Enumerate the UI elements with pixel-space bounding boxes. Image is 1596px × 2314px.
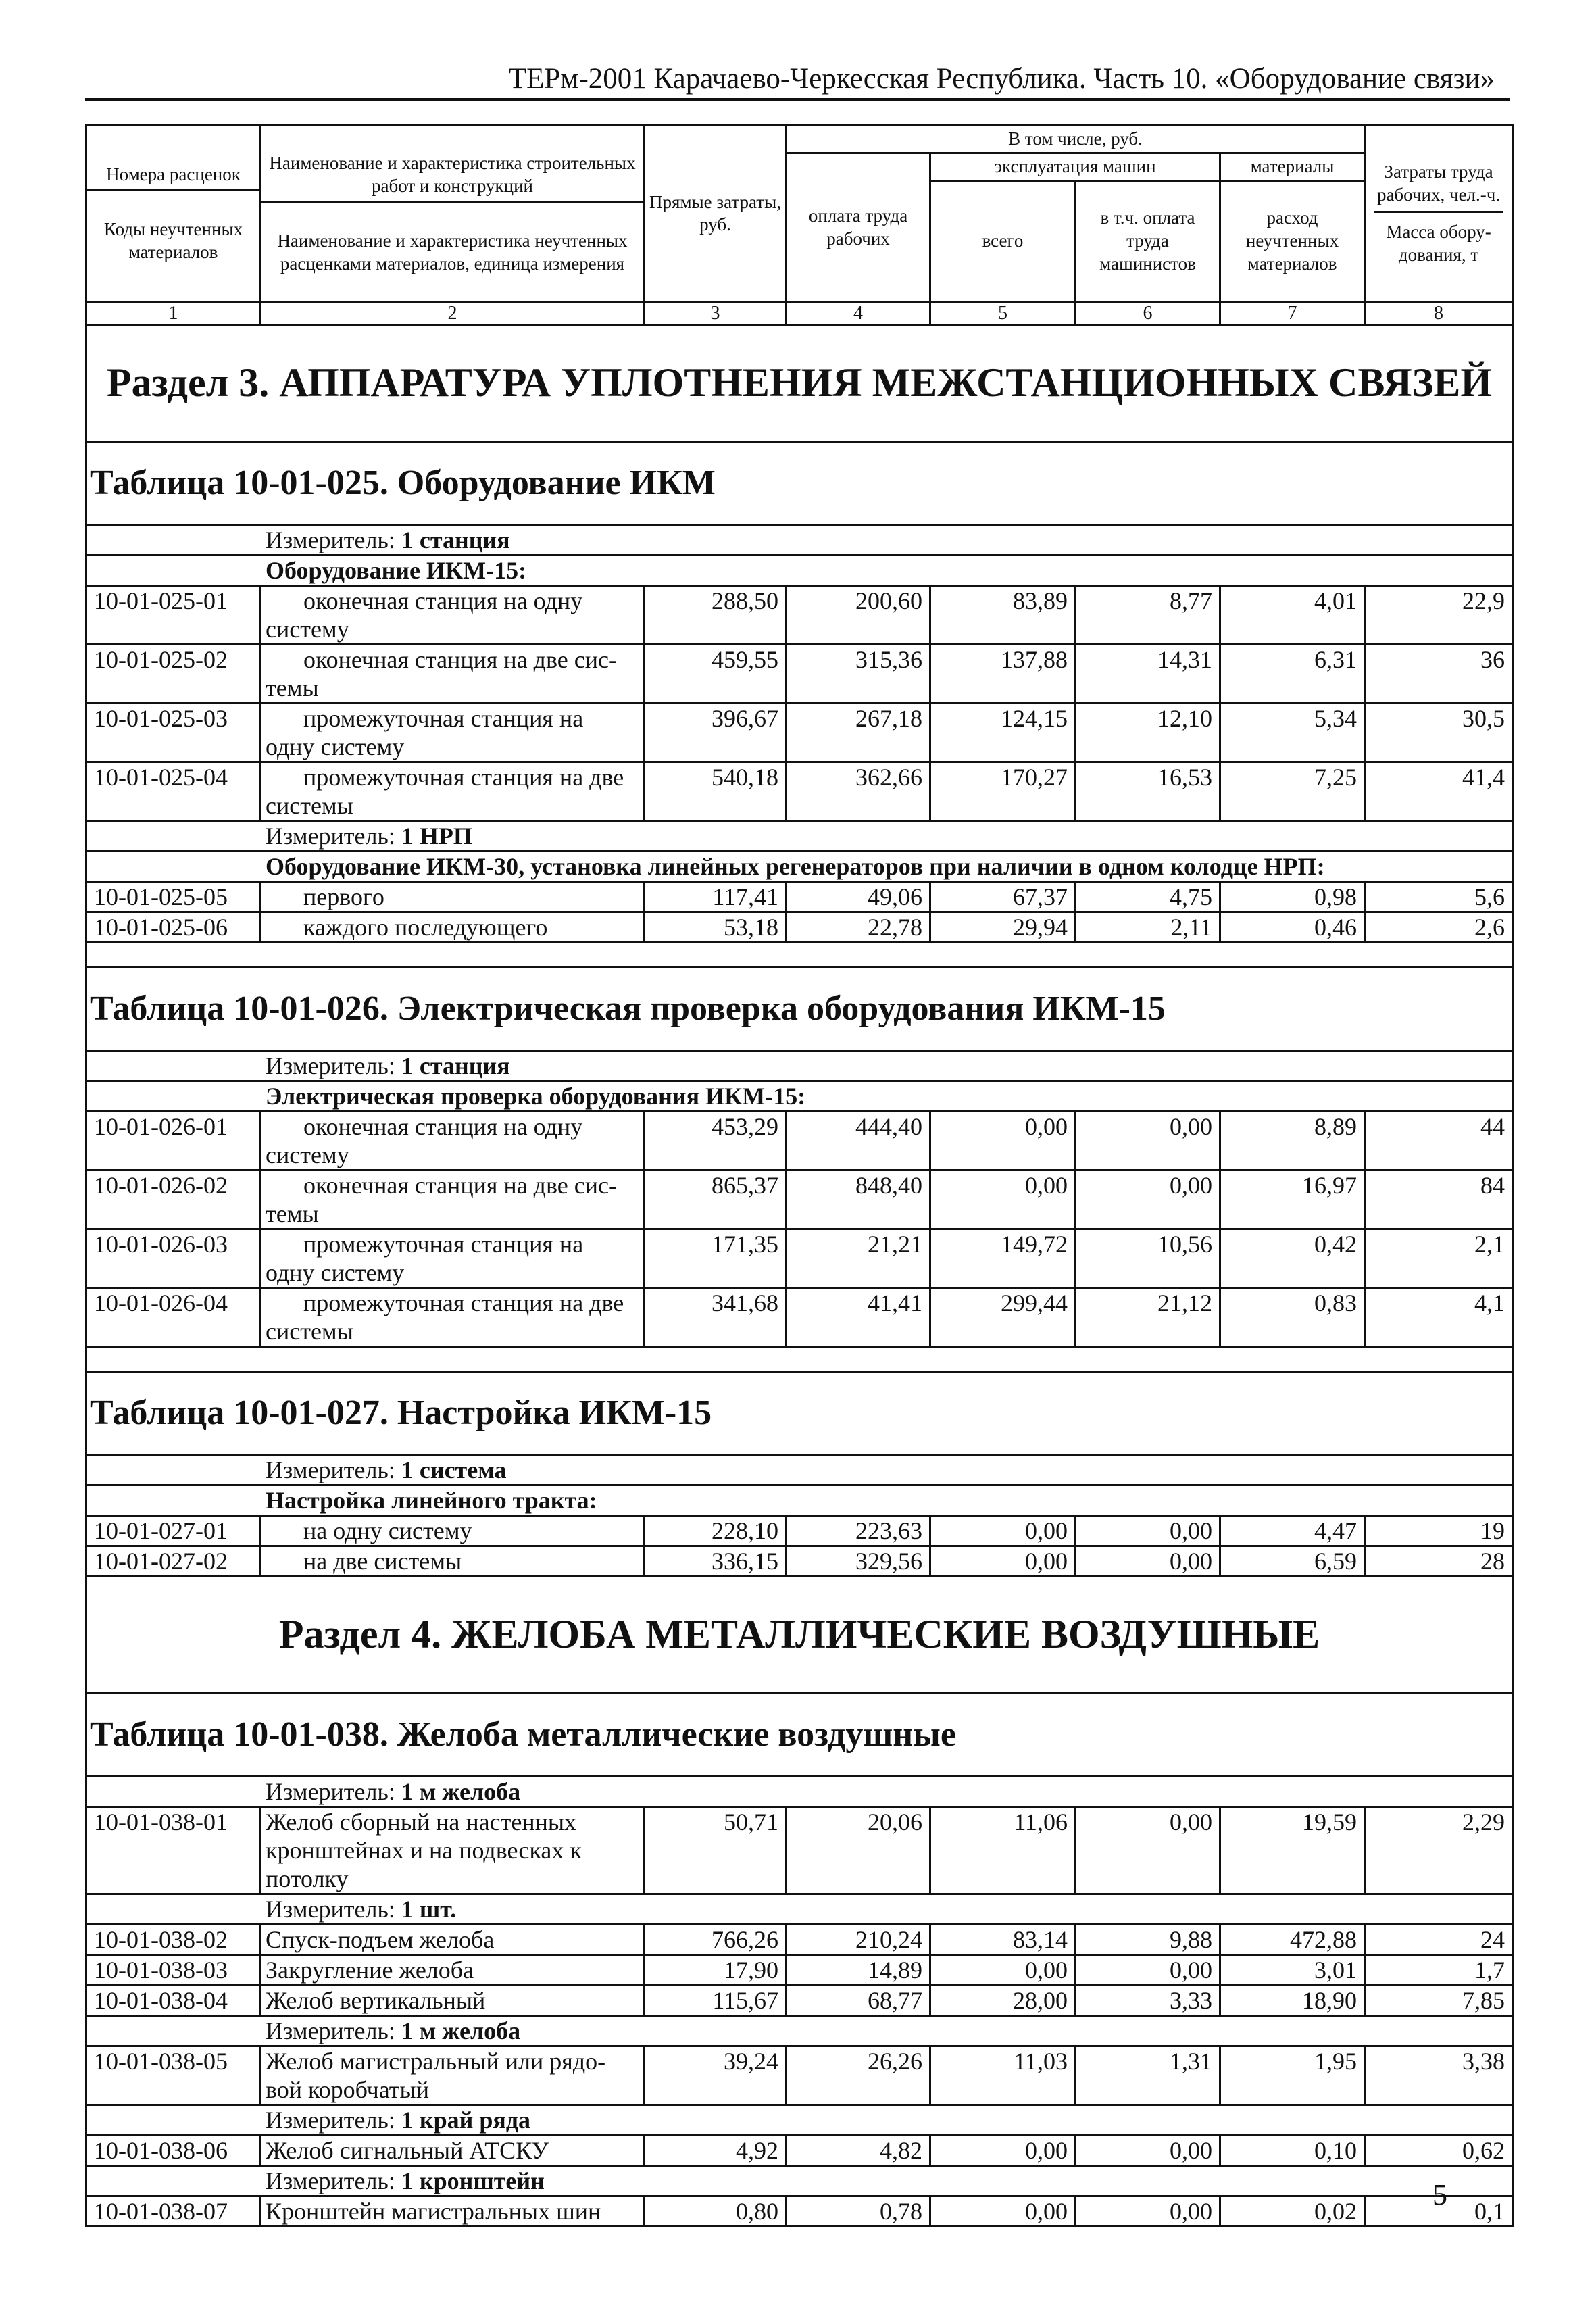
direct-costs: 865,37	[645, 1170, 787, 1229]
table-row	[86, 1229, 1513, 1287]
row-name	[261, 703, 645, 762]
table-title: Таблица 10-01-038. Желоба металлические воздушные	[86, 1693, 1513, 1776]
machines-total-value: 0,00	[930, 1546, 1076, 1576]
wage-value: 315,36	[787, 644, 930, 703]
machines-wage-value: 4,75	[1076, 881, 1220, 912]
spacer-row	[86, 942, 1513, 967]
measure-row	[86, 1894, 1513, 1924]
table-row	[86, 1985, 1513, 2015]
measure-row	[86, 2015, 1513, 2046]
wage-value: 267,18	[787, 703, 930, 762]
direct-costs: 0,80	[645, 2196, 787, 2226]
row-name	[261, 644, 645, 703]
materials-value: 8,89	[1220, 1111, 1365, 1170]
direct-costs: 50,71	[645, 1806, 787, 1894]
measure-value: 1 шт.	[401, 1895, 457, 1923]
wage-value: 223,63	[787, 1515, 930, 1546]
row-name-line: потолку	[266, 1865, 349, 1892]
rate-code: 10-01-025-02	[86, 644, 261, 703]
machines-wage-header: в т.ч. оплата труда машинистов	[1076, 180, 1220, 302]
direct-costs: 171,35	[645, 1229, 787, 1287]
machines-total-value: 0,00	[930, 1170, 1076, 1229]
row-name-line: одну систему	[266, 1258, 405, 1286]
group-heading-row	[86, 555, 1513, 585]
machines-wage-value: 3,33	[1076, 1985, 1220, 2015]
row-name	[261, 1806, 645, 1894]
row-name	[261, 762, 645, 820]
col1-header	[86, 126, 261, 303]
machines-wage-value: 14,31	[1076, 644, 1220, 703]
section-heading-row	[86, 1576, 1513, 1693]
labor-label: Затраты труда рабочих, чел.-ч.	[1374, 161, 1503, 213]
machines-wage-value: 0,00	[1076, 1111, 1220, 1170]
row-name-line: промежуточная станция на две	[303, 1289, 624, 1316]
labor-value: 7,85	[1365, 1985, 1513, 2015]
row-name-line: Желоб сборный на настенных	[266, 1808, 577, 1836]
machines-total-value: 0,00	[930, 2196, 1076, 2226]
table-row	[86, 2046, 1513, 2104]
table-body	[86, 324, 1513, 2226]
direct-costs: 341,68	[645, 1287, 787, 1346]
group-heading: Оборудование ИКМ-15:	[86, 555, 1513, 585]
wage-value: 362,66	[787, 762, 930, 820]
row-name-line: Спуск-подъем желоба	[266, 1925, 495, 1953]
wage-value: 0,78	[787, 2196, 930, 2226]
wage-value: 848,40	[787, 1170, 930, 1229]
col-number: 2	[261, 302, 645, 324]
table-row	[86, 1170, 1513, 1229]
direct-costs: 453,29	[645, 1111, 787, 1170]
spacer	[86, 942, 1513, 967]
group-heading-row	[86, 851, 1513, 881]
col3-header: Прямые затраты, руб.	[645, 126, 787, 303]
direct-costs: 766,26	[645, 1924, 787, 1954]
materials-value: 19,59	[1220, 1806, 1365, 1894]
measure-value: 1 станция	[401, 526, 510, 553]
wage-value: 200,60	[787, 585, 930, 644]
labor-value: 0,62	[1365, 2135, 1513, 2165]
machines-total-value: 83,89	[930, 585, 1076, 644]
spacer-row	[86, 1346, 1513, 1371]
wage-header: оплата труда рабочих	[787, 153, 930, 302]
table-title-row	[86, 967, 1513, 1050]
machines-wage-value: 16,53	[1076, 762, 1220, 820]
table-title-row	[86, 1693, 1513, 1776]
materials-header: материалы	[1220, 153, 1365, 180]
direct-costs: 4,92	[645, 2135, 787, 2165]
machines-wage-value: 10,56	[1076, 1229, 1220, 1287]
row-name-line: первого	[303, 883, 384, 910]
wage-value: 41,41	[787, 1287, 930, 1346]
price-table	[85, 124, 1514, 2227]
row-name-line: каждого последующего	[303, 913, 548, 941]
running-header: ТЕРм-2001 Карачаево-Черкесская Республика. Часть 10. «Оборудование связи»	[508, 63, 1495, 95]
row-name-line: вой коробчатый	[266, 2075, 429, 2103]
rate-code: 10-01-038-04	[86, 1985, 261, 2015]
col1-top-label: Номера расценок	[87, 164, 259, 191]
machines-total-value: 137,88	[930, 644, 1076, 703]
col-number: 5	[930, 302, 1076, 324]
measure-unit	[86, 2104, 1513, 2135]
machines-total-value: 299,44	[930, 1287, 1076, 1346]
col-number: 1	[86, 302, 261, 324]
table-row	[86, 1287, 1513, 1346]
table-row	[86, 912, 1513, 942]
row-name-line: Закругление желоба	[266, 1956, 474, 1984]
table-title: Таблица 10-01-027. Настройка ИКМ-15	[86, 1371, 1513, 1454]
labor-value: 84	[1365, 1170, 1513, 1229]
measure-value: 1 край ряда	[401, 2106, 531, 2134]
section-heading: Раздел 3. АППАРАТУРА УПЛОТНЕНИЯ МЕЖСТАНЦИОННЫХ СВЯЗЕЙ	[86, 324, 1513, 441]
materials-value: 0,46	[1220, 912, 1365, 942]
row-name	[261, 1170, 645, 1229]
machines-header: эксплуатация машин	[930, 153, 1220, 180]
row-name-line: темы	[266, 674, 319, 701]
direct-costs: 53,18	[645, 912, 787, 942]
row-name-line: Желоб сигнальный АТСКУ	[266, 2136, 549, 2164]
group-heading-row	[86, 1081, 1513, 1111]
measure-row	[86, 2104, 1513, 2135]
machines-total-value: 170,27	[930, 762, 1076, 820]
table-row	[86, 644, 1513, 703]
materials-value: 4,01	[1220, 585, 1365, 644]
wage-value: 49,06	[787, 881, 930, 912]
materials-value: 472,88	[1220, 1924, 1365, 1954]
rate-code: 10-01-026-02	[86, 1170, 261, 1229]
materials-value: 7,25	[1220, 762, 1365, 820]
labor-value: 2,29	[1365, 1806, 1513, 1894]
direct-costs: 540,18	[645, 762, 787, 820]
machines-total-value: 124,15	[930, 703, 1076, 762]
machines-wage-value: 0,00	[1076, 2196, 1220, 2226]
table-title-row	[86, 1371, 1513, 1454]
materials-value: 0,42	[1220, 1229, 1365, 1287]
table-row	[86, 1806, 1513, 1894]
measure-unit	[86, 1050, 1513, 1081]
measure-row	[86, 524, 1513, 555]
measure-label: Измеритель:	[266, 526, 395, 553]
row-name-line: систему	[266, 1141, 349, 1168]
measure-label: Измеритель:	[266, 2017, 395, 2044]
materials-value: 0,98	[1220, 881, 1365, 912]
column-numbers-row	[86, 302, 1513, 324]
row-name	[261, 2135, 645, 2165]
row-name	[261, 2046, 645, 2104]
labor-value: 0,1	[1365, 2196, 1513, 2226]
wage-value: 21,21	[787, 1229, 930, 1287]
rate-code: 10-01-026-04	[86, 1287, 261, 1346]
group-heading-row	[86, 1485, 1513, 1515]
wage-value: 20,06	[787, 1806, 930, 1894]
machines-wage-value: 0,00	[1076, 2135, 1220, 2165]
measure-unit	[86, 2165, 1513, 2196]
col8-header	[1365, 126, 1513, 303]
materials-sub-header: расход неучтенных материалов	[1220, 180, 1365, 302]
row-name	[261, 1954, 645, 1985]
machines-wage-value: 0,00	[1076, 1806, 1220, 1894]
machines-total-value: 28,00	[930, 1985, 1076, 2015]
table-row	[86, 2135, 1513, 2165]
labor-value: 2,1	[1365, 1229, 1513, 1287]
table-row	[86, 1546, 1513, 1576]
section-heading-row	[86, 324, 1513, 441]
row-name-line: оконечная станция на одну	[303, 587, 583, 614]
col-number: 8	[1365, 302, 1513, 324]
row-name	[261, 2196, 645, 2226]
measure-row	[86, 1454, 1513, 1485]
direct-costs: 115,67	[645, 1985, 787, 2015]
col2-header	[261, 126, 645, 303]
labor-value: 4,1	[1365, 1287, 1513, 1346]
machines-wage-value: 9,88	[1076, 1924, 1220, 1954]
row-name	[261, 585, 645, 644]
wage-value: 68,77	[787, 1985, 930, 2015]
table-row	[86, 1954, 1513, 1985]
measure-value: 1 НРП	[401, 822, 472, 850]
machines-total-value: 0,00	[930, 2135, 1076, 2165]
machines-total-value: 67,37	[930, 881, 1076, 912]
header-rule	[85, 98, 1510, 101]
measure-unit	[86, 1894, 1513, 1924]
row-name-line: системы	[266, 1317, 353, 1345]
measure-label: Измеритель:	[266, 1895, 395, 1923]
direct-costs: 459,55	[645, 644, 787, 703]
section-heading: Раздел 4. ЖЕЛОБА МЕТАЛЛИЧЕСКИЕ ВОЗДУШНЫЕ	[86, 1576, 1513, 1693]
rate-code: 10-01-025-01	[86, 585, 261, 644]
labor-value: 44	[1365, 1111, 1513, 1170]
col2-top-label: Наименование и характеристика строительных работ и конструкций	[261, 152, 643, 203]
machines-total-value: 0,00	[930, 1515, 1076, 1546]
measure-value: 1 м желоба	[401, 1777, 521, 1805]
measure-unit	[86, 820, 1513, 851]
labor-value: 28	[1365, 1546, 1513, 1576]
row-name	[261, 1985, 645, 2015]
table-row	[86, 762, 1513, 820]
machines-wage-value: 0,00	[1076, 1170, 1220, 1229]
wage-value: 444,40	[787, 1111, 930, 1170]
machines-wage-value: 0,00	[1076, 1954, 1220, 1985]
table-row	[86, 1111, 1513, 1170]
direct-costs: 396,67	[645, 703, 787, 762]
materials-value: 16,97	[1220, 1170, 1365, 1229]
machines-total-value: 149,72	[930, 1229, 1076, 1287]
measure-label: Измеритель:	[266, 1456, 395, 1483]
machines-wage-value: 8,77	[1076, 585, 1220, 644]
col1-bottom-label: Коды неучтенных материалов	[103, 218, 243, 262]
rate-code: 10-01-038-05	[86, 2046, 261, 2104]
table-row	[86, 585, 1513, 644]
table-title: Таблица 10-01-026. Электрическая проверка оборудования ИКМ-15	[86, 967, 1513, 1050]
rate-code: 10-01-038-07	[86, 2196, 261, 2226]
materials-value: 0,10	[1220, 2135, 1365, 2165]
table-row	[86, 2196, 1513, 2226]
measure-row	[86, 1776, 1513, 1806]
col-number: 7	[1220, 302, 1365, 324]
row-name-line: промежуточная станция на две	[303, 763, 624, 791]
labor-value: 30,5	[1365, 703, 1513, 762]
wage-value: 22,78	[787, 912, 930, 942]
materials-value: 6,31	[1220, 644, 1365, 703]
rate-code: 10-01-025-04	[86, 762, 261, 820]
rate-code: 10-01-025-05	[86, 881, 261, 912]
measure-unit	[86, 2015, 1513, 2046]
labor-value: 3,38	[1365, 2046, 1513, 2104]
materials-value: 0,02	[1220, 2196, 1365, 2226]
table-row	[86, 881, 1513, 912]
wage-value: 329,56	[787, 1546, 930, 1576]
row-name-line: системy	[266, 615, 349, 643]
rate-code: 10-01-025-03	[86, 703, 261, 762]
table-title-row	[86, 441, 1513, 524]
table-row	[86, 1924, 1513, 1954]
incl-header: В том числе, руб.	[787, 126, 1365, 153]
col-number: 6	[1076, 302, 1220, 324]
group-heading: Оборудование ИКМ-30, установка линейных регенераторов при наличии в одном колодце НРП:	[86, 851, 1513, 881]
measure-row	[86, 1050, 1513, 1081]
labor-value: 5,6	[1365, 881, 1513, 912]
direct-costs: 117,41	[645, 881, 787, 912]
machines-wage-value: 0,00	[1076, 1546, 1220, 1576]
direct-costs: 228,10	[645, 1515, 787, 1546]
materials-value: 3,01	[1220, 1954, 1365, 1985]
wage-value: 14,89	[787, 1954, 930, 1985]
row-name	[261, 1924, 645, 1954]
machines-wage-value: 21,12	[1076, 1287, 1220, 1346]
row-name	[261, 881, 645, 912]
measure-label: Измеритель:	[266, 822, 395, 850]
measure-value: 1 кронштейн	[401, 2167, 545, 2194]
machines-total-value: 0,00	[930, 1111, 1076, 1170]
machines-total-value: 83,14	[930, 1924, 1076, 1954]
row-name-line: на две системы	[303, 1547, 462, 1575]
row-name-line: одну систему	[266, 733, 405, 760]
measure-label: Измеритель:	[266, 1777, 395, 1805]
direct-costs: 336,15	[645, 1546, 787, 1576]
table-header	[86, 126, 1513, 325]
measure-label: Измеритель:	[266, 1052, 395, 1079]
direct-costs: 39,24	[645, 2046, 787, 2104]
row-name	[261, 1287, 645, 1346]
col-number: 4	[787, 302, 930, 324]
rate-code: 10-01-027-01	[86, 1515, 261, 1546]
row-name	[261, 1546, 645, 1576]
mass-label: Масса обору-дования, т	[1386, 221, 1491, 265]
row-name	[261, 912, 645, 942]
wage-value: 210,24	[787, 1924, 930, 1954]
measure-label: Измеритель:	[266, 2167, 395, 2194]
direct-costs: 288,50	[645, 585, 787, 644]
row-name-line: оконечная станция на две сис-	[303, 1171, 617, 1199]
measure-value: 1 м желоба	[401, 2017, 521, 2044]
row-name-line: на одну систему	[303, 1517, 472, 1544]
col2-bottom-label: Наименование и характеристика неучтенных расценками материалов, единица измерения	[277, 230, 628, 274]
machines-total-value: 0,00	[930, 1954, 1076, 1985]
labor-value: 2,6	[1365, 912, 1513, 942]
spacer	[86, 1346, 1513, 1371]
labor-value: 41,4	[1365, 762, 1513, 820]
materials-value: 6,59	[1220, 1546, 1365, 1576]
materials-value: 18,90	[1220, 1985, 1365, 2015]
measure-value: 1 система	[401, 1456, 507, 1483]
rate-code: 10-01-026-01	[86, 1111, 261, 1170]
table-row	[86, 1515, 1513, 1546]
row-name-line: Желоб магистральный или рядо-	[266, 2047, 606, 2075]
row-name-line: оконечная станция на одну	[303, 1112, 583, 1140]
materials-value: 1,95	[1220, 2046, 1365, 2104]
rate-code: 10-01-038-02	[86, 1924, 261, 1954]
materials-value: 5,34	[1220, 703, 1365, 762]
rate-code: 10-01-038-01	[86, 1806, 261, 1894]
row-name	[261, 1229, 645, 1287]
wage-value: 4,82	[787, 2135, 930, 2165]
row-name-line: оконечная станция на две сис-	[303, 645, 617, 673]
machines-wage-value: 2,11	[1076, 912, 1220, 942]
machines-total-value: 11,06	[930, 1806, 1076, 1894]
group-heading: Электрическая проверка оборудования ИКМ-15:	[86, 1081, 1513, 1111]
measure-value: 1 станция	[401, 1052, 510, 1079]
measure-row	[86, 820, 1513, 851]
row-name-line: Кронштейн магистральных шин	[266, 2197, 601, 2225]
measure-unit	[86, 1776, 1513, 1806]
row-name	[261, 1515, 645, 1546]
page-number: 5	[1432, 2178, 1447, 2211]
rate-code: 10-01-038-06	[86, 2135, 261, 2165]
table-row	[86, 703, 1513, 762]
row-name-line: системы	[266, 791, 353, 819]
labor-value: 19	[1365, 1515, 1513, 1546]
table-title: Таблица 10-01-025. Оборудование ИКМ	[86, 441, 1513, 524]
group-heading: Настройка линейного тракта:	[86, 1485, 1513, 1515]
col-number: 3	[645, 302, 787, 324]
machines-wage-value: 12,10	[1076, 703, 1220, 762]
labor-value: 36	[1365, 644, 1513, 703]
machines-total-value: 11,03	[930, 2046, 1076, 2104]
row-name-line: темы	[266, 1200, 319, 1227]
row-name	[261, 1111, 645, 1170]
materials-value: 4,47	[1220, 1515, 1365, 1546]
machines-total-value: 29,94	[930, 912, 1076, 942]
rate-code: 10-01-027-02	[86, 1546, 261, 1576]
rate-code: 10-01-026-03	[86, 1229, 261, 1287]
measure-row	[86, 2165, 1513, 2196]
measure-unit	[86, 1454, 1513, 1485]
rate-code: 10-01-025-06	[86, 912, 261, 942]
wage-value: 26,26	[787, 2046, 930, 2104]
row-name-line: Желоб вертикальный	[266, 1986, 486, 2014]
row-name-line: кронштейнах и на подвесках к	[266, 1836, 582, 1864]
rate-code: 10-01-038-03	[86, 1954, 261, 1985]
direct-costs: 17,90	[645, 1954, 787, 1985]
measure-label: Измеритель:	[266, 2106, 395, 2134]
row-name-line: промежуточная станция на	[303, 704, 584, 732]
labor-value: 22,9	[1365, 585, 1513, 644]
measure-unit	[86, 524, 1513, 555]
machines-wage-value: 1,31	[1076, 2046, 1220, 2104]
machines-wage-value: 0,00	[1076, 1515, 1220, 1546]
labor-value: 24	[1365, 1924, 1513, 1954]
materials-value: 0,83	[1220, 1287, 1365, 1346]
row-name-line: промежуточная станция на	[303, 1230, 584, 1258]
labor-value: 1,7	[1365, 1954, 1513, 1985]
machines-total-header: всего	[930, 180, 1076, 302]
